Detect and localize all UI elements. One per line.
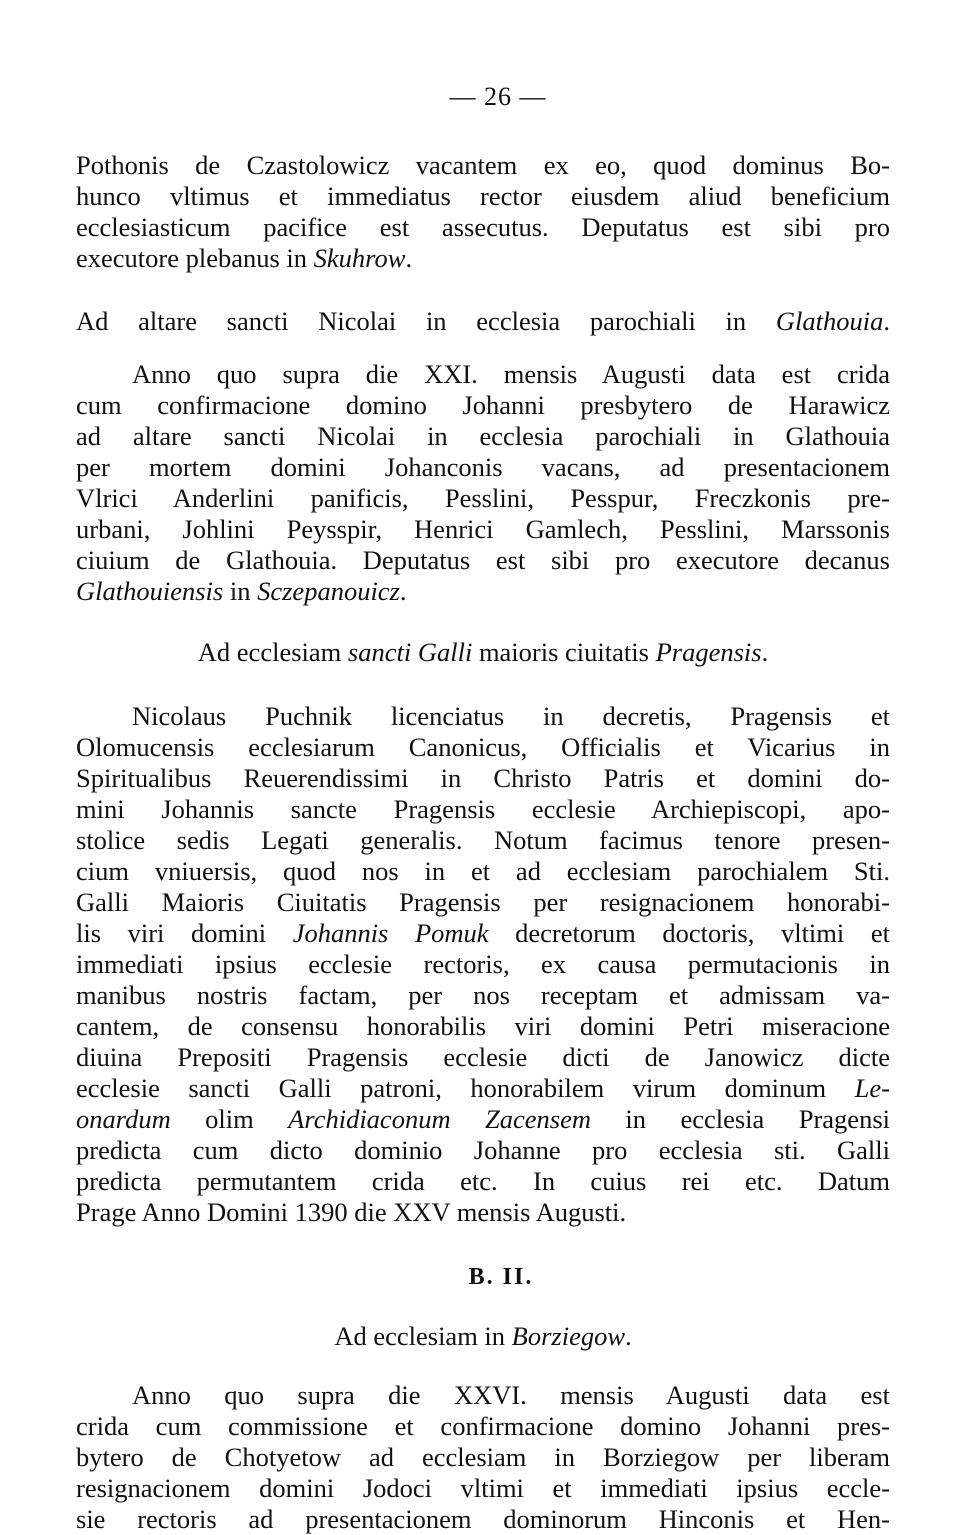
text-run: ecclesie sancti Galli patroni, honorabilem virum dominum bbox=[76, 1073, 855, 1103]
text-line: bytero de Chotyetow ad ecclesiam in Borziegow per liberam bbox=[76, 1442, 890, 1472]
italic-place-name: Glathouiensis bbox=[76, 576, 224, 606]
paragraph-2 bbox=[76, 359, 890, 607]
text-line bbox=[76, 1104, 890, 1135]
heading-1 bbox=[76, 306, 890, 337]
text-run: Ad altare sancti Nicolai in ecclesia parochiali in bbox=[76, 306, 776, 336]
text-line: cum confirmacione domino Johanni presbytero de Harawicz bbox=[76, 390, 890, 420]
text-line: Galli Maioris Ciuitatis Pragensis per resignacionem honorabi- bbox=[76, 887, 890, 917]
text-line: per mortem domini Johanconis vacans, ad presentacionem bbox=[76, 452, 890, 482]
text-line: Prage Anno Domini 1390 die XXV mensis Augusti. bbox=[76, 1197, 627, 1227]
text-line: crida cum commissione et confirmacione domino Johanni pres- bbox=[76, 1411, 890, 1441]
text-line bbox=[76, 1073, 890, 1104]
text-line: Anno quo supra die XXI. mensis Augusti data est crida bbox=[132, 359, 890, 389]
page-number: — 26 — bbox=[449, 82, 547, 111]
text-run: decretorum doctoris, vltimi et bbox=[488, 918, 890, 948]
italic-place-name: Borziegow bbox=[511, 1321, 626, 1351]
text-line: urbani, Johlini Peysspir, Henrici Gamlech, Pesslini, Marssonis bbox=[76, 514, 890, 544]
text-line: Spiritualibus Reuerendissimi in Christo Patris et domini do- bbox=[76, 763, 890, 793]
text-line: hunco vltimus et immediatus rector eiusdem aliud beneficium bbox=[76, 181, 890, 211]
section-mark: B. II. bbox=[468, 1264, 534, 1290]
italic-person-name: Johannis Pomuk bbox=[292, 918, 489, 948]
text-line: mini Johannis sancte Pragensis ecclesie Archiepiscopi, apo- bbox=[76, 794, 890, 824]
text-run: executore plebanus in bbox=[76, 243, 314, 273]
text-line bbox=[76, 576, 890, 607]
text-run: . bbox=[625, 1321, 632, 1351]
italic-person-name: Le- bbox=[854, 1073, 890, 1103]
text-line: cantem, de consensu honorabilis viri domini Petri miseracione bbox=[76, 1011, 890, 1041]
italic-place-name: Pragensis bbox=[655, 637, 762, 667]
italic-title: Archidiaconum Zacensem bbox=[288, 1104, 591, 1134]
italic-word: Galli bbox=[417, 637, 473, 667]
text-line: Nicolaus Puchnik licenciatus in decretis, Pragensis et bbox=[132, 701, 890, 731]
text-run: . bbox=[399, 576, 407, 606]
paragraph-1 bbox=[76, 150, 890, 274]
text-line: ad altare sancti Nicolai in ecclesia parochiali in Glathouia bbox=[76, 421, 890, 451]
text-line: stolice sedis Legati generalis. Notum facimus tenore presen- bbox=[76, 825, 890, 855]
text-line bbox=[76, 637, 890, 668]
heading-3 bbox=[76, 1321, 890, 1352]
text-run bbox=[411, 637, 418, 667]
italic-word: sancti bbox=[347, 637, 412, 667]
text-run: . bbox=[405, 243, 413, 273]
text-run: lis viri domini bbox=[76, 918, 293, 948]
text-line: Vlrici Anderlini panificis, Pesslini, Pesspur, Freczkonis pre- bbox=[76, 483, 890, 513]
text-line: sie rectoris ad presentacionem dominorum Hinconis et Hen- bbox=[76, 1504, 890, 1534]
italic-place-name: Sczepanouicz bbox=[257, 576, 400, 606]
text-line: immediati ipsius ecclesie rectoris, ex causa permutacionis in bbox=[76, 949, 890, 979]
paragraph-3 bbox=[76, 701, 890, 1228]
text-line: cium vniuersis, quod nos in et ad ecclesiam parochialem Sti. bbox=[76, 856, 890, 886]
paragraph-4 bbox=[76, 1380, 890, 1535]
text-run: in ecclesia Pragensi bbox=[590, 1104, 890, 1134]
text-line bbox=[76, 306, 890, 337]
text-run: . bbox=[761, 637, 769, 667]
text-run: Ad ecclesiam bbox=[197, 637, 348, 667]
document-page bbox=[76, 80, 890, 1535]
italic-person-name: onardum bbox=[76, 1104, 171, 1134]
text-line: resignacionem domini Jodoci vltimi et immediati ipsius eccle- bbox=[76, 1473, 890, 1503]
text-run: . bbox=[883, 306, 890, 336]
italic-place-name: Skuhrow bbox=[313, 243, 406, 273]
heading-2 bbox=[76, 637, 890, 668]
italic-place-name: Glathouia bbox=[775, 306, 884, 336]
text-line bbox=[76, 1321, 890, 1352]
text-line: predicta cum dicto dominio Johanne pro ecclesia sti. Galli bbox=[76, 1135, 890, 1165]
text-line: Pothonis de Czastolowicz vacantem ex eo, quod dominus Bo- bbox=[76, 150, 890, 180]
text-line: diuina Prepositi Pragensis ecclesie dicti de Janowicz dicte bbox=[76, 1042, 890, 1072]
text-run: in bbox=[223, 576, 258, 606]
text-line: ecclesiasticum pacifice est assecutus. Deputatus est sibi pro bbox=[76, 212, 890, 242]
text-line: Anno quo supra die XXVI. mensis Augusti data est bbox=[132, 1380, 890, 1410]
text-run: olim bbox=[170, 1104, 289, 1134]
text-run: Ad ecclesiam in bbox=[334, 1321, 512, 1351]
text-line: ciuium de Glathouia. Deputatus est sibi pro executore decanus bbox=[76, 545, 890, 575]
text-line: manibus nostris factam, per nos receptam et admissam va- bbox=[76, 980, 890, 1010]
text-line: predicta permutantem crida etc. In cuius rei etc. Datum bbox=[76, 1166, 890, 1196]
text-line: Olomucensis ecclesiarum Canonicus, Officialis et Vicarius in bbox=[76, 732, 890, 762]
text-line bbox=[76, 918, 890, 949]
text-line bbox=[76, 243, 890, 274]
text-run: maioris ciuitatis bbox=[472, 637, 656, 667]
